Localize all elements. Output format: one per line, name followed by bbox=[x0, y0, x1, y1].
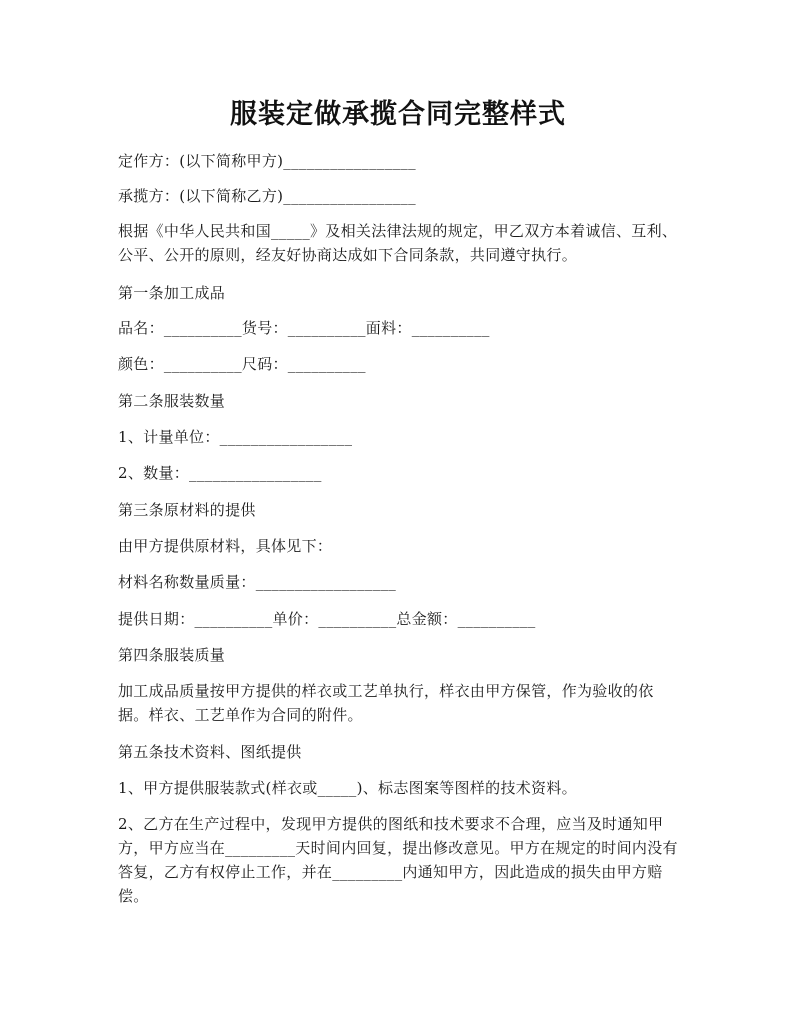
paragraph-tech-data-1: 1、甲方提供服装款式(样衣或_____)、标志图案等图样的技术资料。 bbox=[118, 779, 577, 797]
heading-article-4: 第四条服装质量 bbox=[118, 646, 226, 664]
paragraph-unit: 1、计量单位：_________________ bbox=[118, 428, 353, 446]
paragraph-quality: 加工成品质量按甲方提供的样衣或工艺单执行，样衣由甲方保管，作为验收的依据。样衣、工艺单作为合同的附件。 bbox=[118, 682, 654, 724]
paragraph-material-name: 材料名称数量质量：__________________ bbox=[118, 573, 397, 591]
paragraph-supply-date: 提供日期：__________单价：__________总金额：__________ bbox=[118, 610, 536, 628]
paragraph-materials-intro: 由甲方提供原材料，具体见下： bbox=[118, 537, 333, 555]
heading-article-5: 第五条技术资料、图纸提供 bbox=[118, 743, 302, 761]
paragraph-color-size: 颜色：__________尺码：__________ bbox=[118, 355, 366, 373]
paragraph-party-b: 承揽方：(以下简称乙方)_________________ bbox=[118, 187, 416, 205]
paragraph-tech-data-2: 2、乙方在生产过程中，发现甲方提供的图纸和技术要求不合理，应当及时通知甲方，甲方应当在_________天时间内回复，提出修改意见。甲方在规定的时间内没有答复，乙方有权停止工作，并在_________内通知甲方，因此造成的损失由甲方赔偿。 bbox=[118, 815, 678, 905]
paragraph-preamble: 根据《中华人民共和国_____》及相关法律法规的规定，甲乙双方本着诚信、互利、公平、公开的原则，经友好协商达成如下合同条款，共同遵守执行。 bbox=[118, 222, 678, 264]
document-title: 服装定做承揽合同完整样式 bbox=[230, 99, 566, 130]
heading-article-1: 第一条加工成品 bbox=[118, 284, 226, 302]
paragraph-quantity: 2、数量：_________________ bbox=[118, 464, 322, 482]
heading-article-3: 第三条原材料的提供 bbox=[118, 501, 256, 519]
paragraph-party-a: 定作方：(以下简称甲方)_________________ bbox=[118, 152, 416, 170]
paragraph-product-info: 品名：__________货号：__________面料：__________ bbox=[118, 319, 490, 337]
heading-article-2: 第二条服装数量 bbox=[118, 392, 226, 410]
